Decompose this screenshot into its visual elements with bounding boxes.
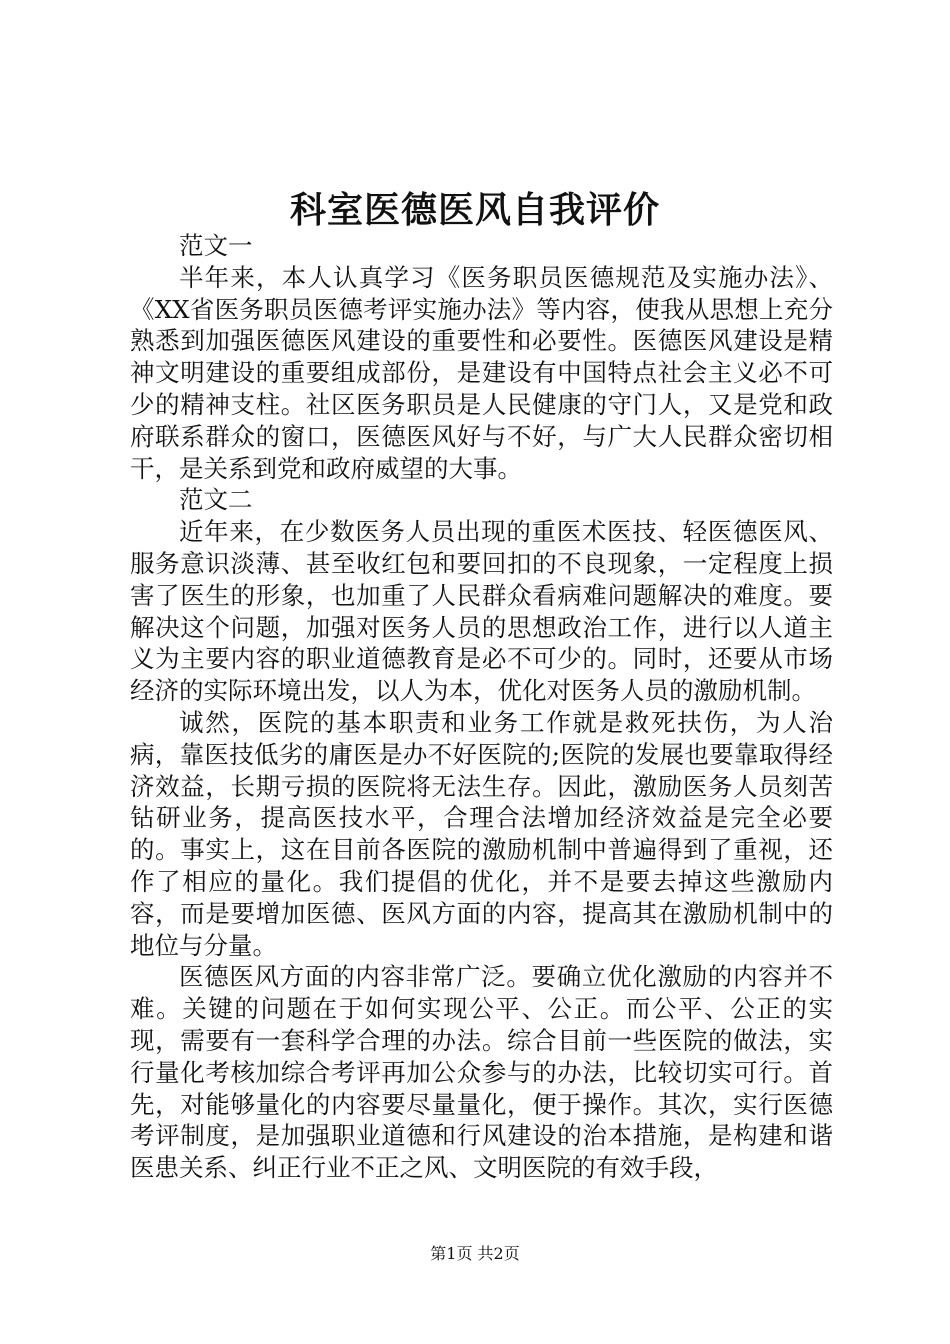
document-title: 科室医德医风自我评价 — [289, 189, 660, 231]
paragraph-3: 诚然，医院的基本职责和业务工作就是救死扶伤，为人治病，靠医技低劣的庸医是办不好医院的;医院的发展也要靠取得经济效益，长期亏损的医院将无法生存。因此，激励医务人员刻苦钻研业务，提高医技水平，合理合法增加经济效益是完全必要的。事实上，这在目前各医院的激励机制中普遍得到了重视，还作了相应的量化。我们提倡的优化，并不是要去掉这些激励内容，而是要增加医德、医风方面的内容，提高其在激励机制中的地位与分量。 — [130, 707, 833, 960]
paragraph-4: 医德医风方面的内容非常广泛。要确立优化激励的内容并不难。关键的问题在于如何实现公平、公正。而公平、公正的实现，需要有一套科学合理的办法。综合目前一些医院的做法，实行量化考核加综合考评再加公众参与的办法，比较切实可行。首先，对能够量化的内容要尽量量化，便于操作。其次，实行医德考评制度，是加强职业道德和行风建设的治本措施，是构建和谐医患关系、纠正行业不正之风、文明医院的有效手段， — [130, 962, 833, 1183]
page-footer: 第1页 共2页 — [430, 1244, 520, 1263]
section-heading-2: 范文二 — [179, 485, 253, 515]
paragraph-2: 近年来，在少数医务人员出现的重医术医技、轻医德医风、服务意识淡薄、甚至收红包和要回扣的不良现象，一定程度上损害了医生的形象，也加重了人民群众看病难问题解决的难度。要解决这个问题，加强对医务人员的思想政治工作，进行以人道主义为主要内容的职业道德教育是必不可少的。同时，还要从市场经济的实际环境出发，以人为本，优化对医务人员的激励机制。 — [130, 517, 833, 706]
paragraph-1: 半年来，本人认真学习《医务职员医德规范及实施办法》、《XX省医务职员医德考评实施办法》等内容，使我从思想上充分熟悉到加强医德医风建设的重要性和必要性。医德医风建设是精神文明建设的重要组成部份，是建设有中国特点社会主义必不可少的精神支柱。社区医务职员是人民健康的守门人，又是党和政府联系群众的窗口，医德医风好与不好，与广大人民群众密切相干，是关系到党和政府威望的大事。 — [130, 262, 833, 483]
section-heading-1: 范文一 — [179, 231, 253, 260]
document-body — [130, 230, 833, 1184]
